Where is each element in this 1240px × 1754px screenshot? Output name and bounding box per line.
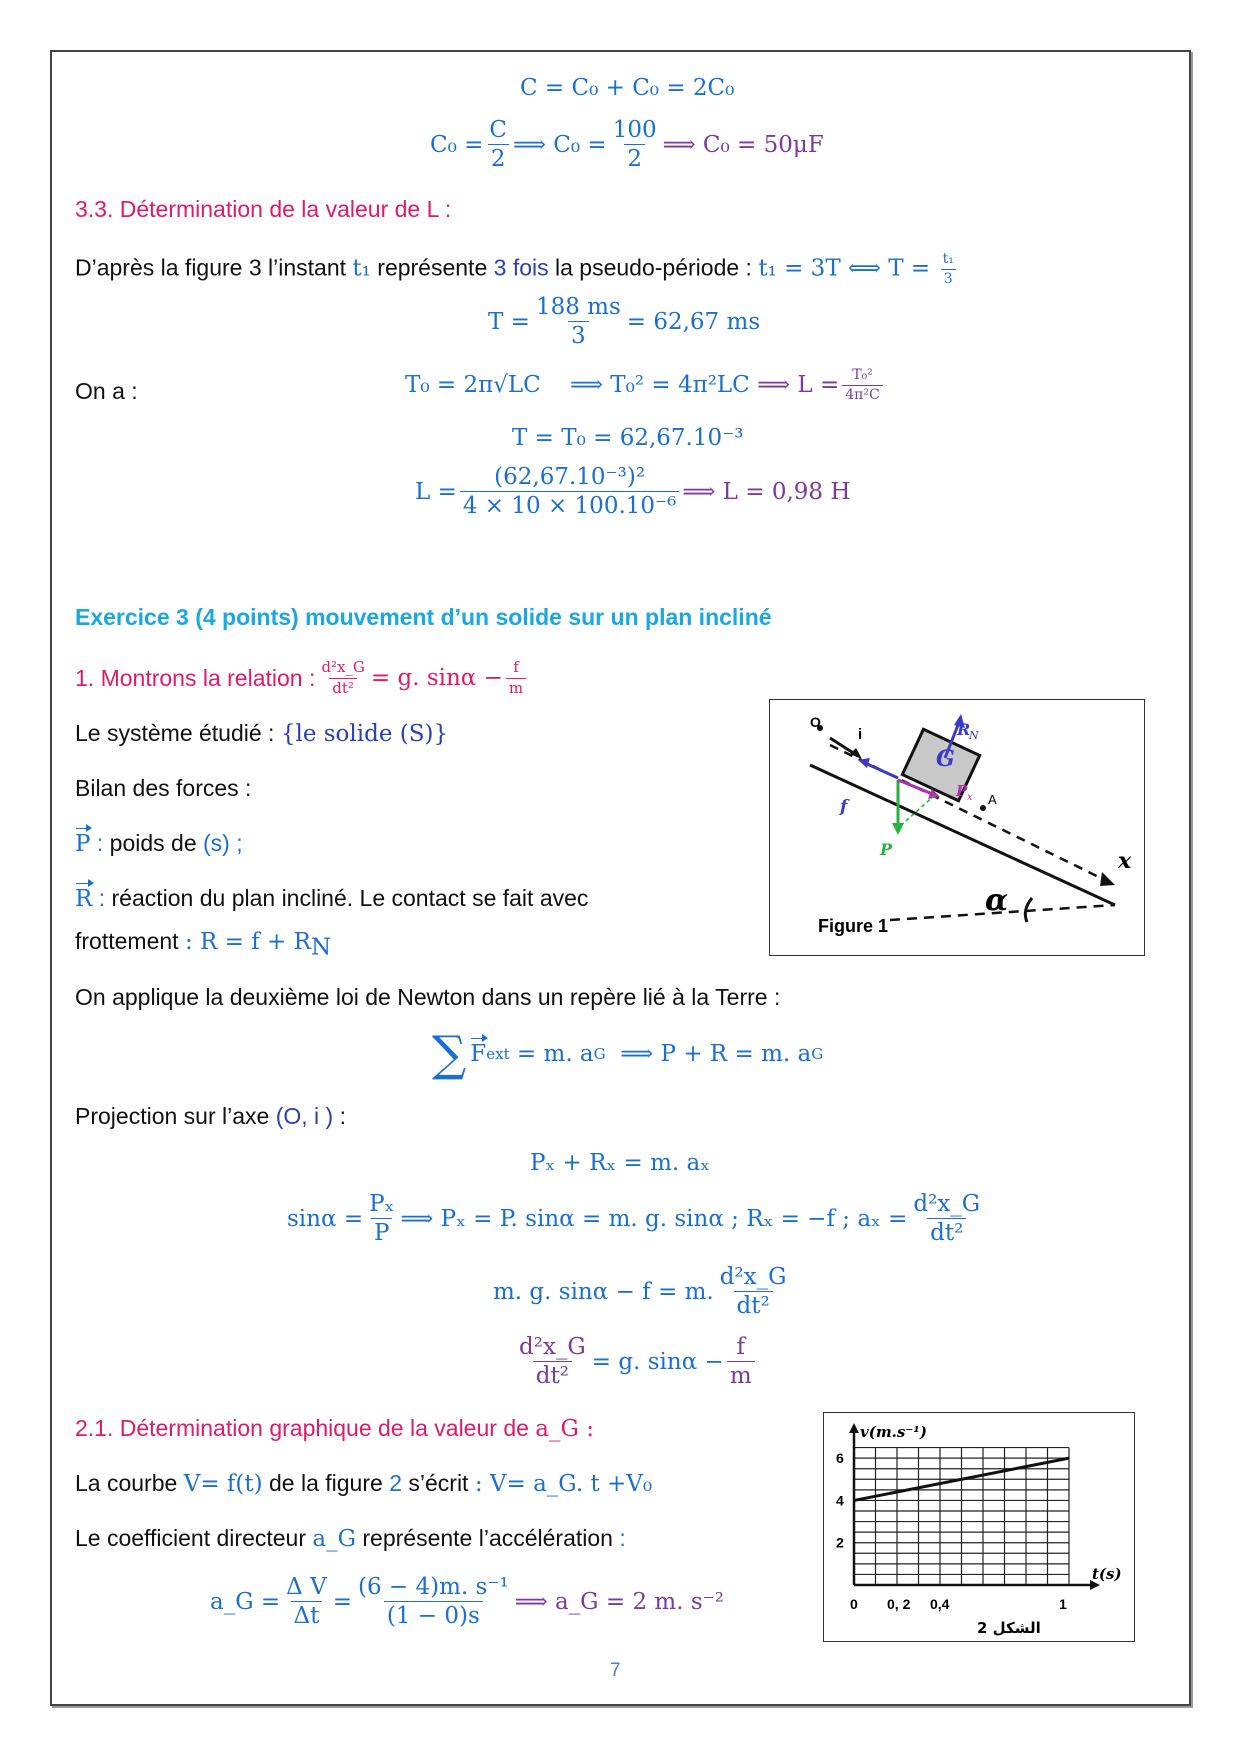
force-weight: P : poids de (s) ; <box>75 830 243 857</box>
figure-1-caption: Figure 1 <box>818 916 889 936</box>
label-f: f <box>840 797 848 817</box>
figure-2-svg <box>824 1413 1134 1641</box>
question-1: 1. Montrons la relation : $\frac{\text{d²x\_G}}{\text{dt²}}$ = g. sinα − $\frac{f}{m}$ <box>75 660 529 697</box>
question-2-1: 2.1. Détermination graphique de la valeur de a_G : <box>75 1415 594 1442</box>
force-reaction: R : réaction du plan incliné. Le contact se fait avec <box>75 885 589 912</box>
label-px: P <box>956 782 968 800</box>
exercise-3-title: Exercice 3 (4 points) mouvement d’un solide sur un plan incliné <box>75 604 772 630</box>
x-tick-label: 0, 2 <box>887 1596 911 1612</box>
label-p: P <box>880 840 893 859</box>
y-axis-arrow-icon <box>849 1423 859 1433</box>
label-a: A <box>988 792 997 807</box>
friction-vector <box>865 763 898 778</box>
x-tick-label: 1 <box>1059 1596 1067 1612</box>
y-tick-label: 6 <box>836 1450 844 1467</box>
forces-heading: Bilan des forces : <box>75 775 252 801</box>
y-tick-label: 4 <box>836 1492 844 1509</box>
system-studied: Le système étudié : {le solide (S)} <box>75 720 449 747</box>
label-g: G <box>936 746 955 772</box>
eq-mg-sin: m. g. sinα − f = m. $\frac{\text{d²x\_G}}{\text{dt²}}$ <box>493 1264 787 1320</box>
eq-inductance: L = $\frac{\text{(62,67.10⁻³)²}}{\text{4 × 10 × 100.10⁻⁶}}$ ⟹ L = 0,98 H <box>415 464 851 520</box>
slope-meaning: Le coefficient directeur a_G représente l’accélération : <box>75 1525 626 1552</box>
label-o: O <box>810 714 821 730</box>
eq-newton-sum: ∑ F ext = m. a G ⟹ P + R = m. a G <box>432 1026 824 1082</box>
projection-line: Projection sur l’axe (O, i ) : <box>75 1103 346 1129</box>
page-number: 7 <box>610 1660 621 1681</box>
text-line-figure3: D’après la figure 3 l’instant t₁ représente 3 fois la pseudo-période : t₁ = 3T ⟺ T = $\frac{\text{t₁}}{3}$ <box>75 251 954 287</box>
eq-period: T = $\frac{188 ms}{3}$ = 62,67 ms <box>488 294 761 350</box>
eq-final-relation: $\frac{\text{d²x\_G}}{\text{dt²}}$ = g. sinα − $\frac{f}{m}$ <box>513 1335 758 1388</box>
section-title-3-3: 3.3. Détermination de la valeur de L : <box>75 196 452 222</box>
figure-1-svg <box>770 700 1144 955</box>
label-x: x <box>1118 848 1132 874</box>
figure-2-velocity-chart <box>823 1412 1135 1642</box>
x-tick-label: 0 <box>850 1596 858 1612</box>
label-rn-sub: N <box>969 729 979 742</box>
eq-projection: Pₓ + Rₓ = m. aₓ <box>530 1150 710 1176</box>
eq-t0: T₀ = 2π√LC ⟹ T₀² = 4π²LC ⟹ L = $\frac{\text{T₀²}}{\text{4π²C}}$ <box>405 368 886 402</box>
unit-vector-arrow-icon <box>850 748 862 759</box>
eq-sin-alpha: sinα = $\frac{\text{Pₓ}}{P}$ ⟹ Pₓ = P. sinα = m. g. sinα ; Rₓ = −f ; aₓ = $\frac{\text{d²x\_G}}{\text{dt²}}$ <box>287 1191 981 1247</box>
eq-acceleration: a_G = $\frac{\text{Δ V}}{\Delta t}$ = $\frac{\text{(6 − 4)m. s⁻¹}}{(1 - 0)s}$ ⟹ a_G = 2 m. s⁻² <box>210 1574 724 1630</box>
eq-c0: C₀ = $\frac{C}{2}$ ⟹ C₀ = $\frac{100}{2}$ ⟹ C₀ = 50μF <box>430 117 824 173</box>
label-px-sub: x <box>967 792 973 803</box>
text-on-a: On a : <box>75 378 138 404</box>
label-i: i <box>858 726 863 743</box>
curve-equation: La courbe V= f(t) de la figure 2 s’écrit : V= a_G. t +V₀ <box>75 1470 653 1497</box>
figure-1-inclined-plane <box>769 699 1145 956</box>
label-rn: R <box>957 720 971 739</box>
sum-icon: ∑ <box>432 1026 467 1082</box>
eq-c-total: C = C₀ + C₀ = 2C₀ <box>520 75 735 101</box>
y-axis-label: v(m.s⁻¹) <box>860 1423 927 1441</box>
x-axis-label: t(s) <box>1092 1565 1122 1583</box>
friction-line: frottement : $R = f + R_N$ <box>75 928 332 961</box>
x-tick-label: 0,4 <box>930 1596 950 1612</box>
x-axis-arrow-icon <box>1100 872 1115 886</box>
figure-2-caption: الشكل 2 <box>977 1619 1041 1637</box>
newton-law-text: On applique la deuxième loi de Newton dans un repère lié à la Terre : <box>75 984 781 1010</box>
projection-dash <box>898 795 935 828</box>
y-tick-label: 2 <box>836 1534 844 1551</box>
point-a <box>980 805 986 811</box>
label-alpha: α <box>985 883 1009 918</box>
eq-t-equals-t0: T = T₀ = 62,67.10⁻³ <box>512 425 744 451</box>
